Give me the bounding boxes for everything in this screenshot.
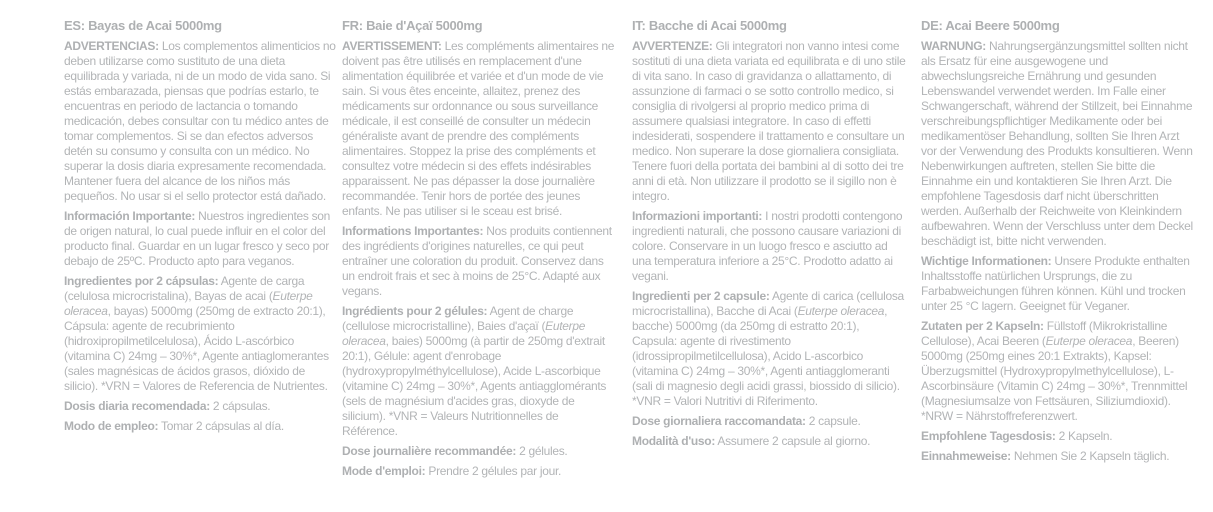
paragraph-label: AVVERTENZE:	[632, 39, 713, 53]
label-paragraph	[64, 209, 338, 269]
paragraph-label: AVERTISSEMENT:	[342, 39, 442, 53]
label-paragraph	[632, 39, 906, 204]
label-paragraph	[342, 464, 616, 479]
label-paragraph	[64, 274, 338, 394]
paragraph-text: Gli integratori non vanno intesi come sostituti di una dieta variata ed equilibrata e di uno stile di vita sano. In caso di gravidanza o allattamento, di assunzione di farmaci o se sotto controllo medico, si consiglia di rivolgersi al proprio medico prima di assumere qualsiasi integratore. In caso di effetti indesiderati, sospendere il trattamento e consultare un medico. Non superare la dose giornaliera consigliata. Tenere fuori della portata dei bambini al di sotto dei tre anni di età. Non utilizzare il prodotto se il sigillo non è integro.	[632, 39, 906, 203]
paragraph-text: Agent de charge (cellulose microcristalline), Baies d'açaï (	[342, 304, 574, 333]
paragraph-text: Agente di carica (cellulosa microcristallina), Bacche di Acai (	[632, 289, 904, 318]
label-paragraph	[632, 289, 906, 409]
paragraph-label: ADVERTENCIAS:	[64, 39, 159, 53]
paragraph-text: I nostri prodotti contengono ingredienti naturali, che possono causare variazioni di colore. Conservare in un luogo fresco e asciutto ad una temperatura inferiore a 25°C. Prodotto adatto ai vegani.	[632, 209, 903, 283]
paragraph-text: Agente de carga (celulosa microcristalina), Bayas de acai (	[64, 274, 305, 303]
label-paragraph	[342, 304, 616, 439]
label-column-es	[64, 18, 338, 439]
paragraph-text: , baies) 5000mg (à partir de 250mg d'extrait 20:1), Gélule: agent d'enrobage (hydroxypropylméthylcellulose), Acide L-ascorbique (vitamine C) 24mg – 30%*, Agents antiagglomérants (sels de magnésium d'acides gras, dioxyde de silicium). *VNR = Valeurs Nutritionnelles de Référence.	[342, 334, 607, 438]
column-paragraphs-es	[64, 39, 338, 434]
paragraph-label: WARNUNG:	[921, 39, 986, 53]
paragraph-text: 2 cápsulas.	[209, 399, 271, 413]
paragraph-label: Dosis diaria recomendada:	[64, 399, 210, 413]
paragraph-text: Nos produits contiennent des ingrédients d'origines naturelles, ce qui peut entraîner une coloration du produit. Conservez dans un endroit frais et sec à moins de 25°C. Adapté aux vegans.	[342, 224, 612, 298]
column-paragraphs-fr	[342, 39, 616, 479]
column-title-fr: FR: Baie d'Açaï 5000mg	[342, 18, 483, 33]
latin-species-name: Euterpe oleracea	[1045, 334, 1133, 348]
paragraph-text: Los complementos alimenticios no deben utilizarse como sustituto de una dieta equilibrada y variada, ni de un modo de vida sano. Si estás embarazada, piensas que podrías estarlo, te encuentras en periodo de lactancia o tomando medicación, debes consultar con tu médico antes de tomar complementos. Si se dan efectos adversos detén su consumo y consulta con un médico. No superar la dosis diaria expresamente recomendada. Mantener fuera del alcance de los niños más pequeños. No usar si el sello protector está dañado.	[64, 39, 336, 203]
label-paragraph	[64, 39, 338, 204]
paragraph-text: Assumere 2 capsule al giorno.	[715, 434, 871, 448]
label-column-fr	[342, 18, 616, 484]
label-paragraph	[342, 224, 616, 299]
paragraph-text: 2 gélules.	[516, 444, 568, 458]
label-paragraph	[921, 254, 1195, 314]
paragraph-text: 2 capsule.	[805, 414, 861, 428]
paragraph-label: Información Importante:	[64, 209, 196, 223]
paragraph-text: 2 Kapseln.	[1055, 429, 1113, 443]
label-paragraph	[342, 39, 616, 219]
label-column-de	[921, 18, 1195, 469]
label-paragraph	[64, 419, 338, 434]
paragraph-label: Ingredientes por 2 cápsulas:	[64, 274, 219, 288]
label-paragraph	[64, 399, 338, 414]
column-title-es: ES: Bayas de Acai 5000mg	[64, 18, 222, 33]
paragraph-text: Unsere Produkte enthalten Inhaltsstoffe natürlichen Ursprungs, die zu Farbabweichungen führen können. Kühl und trocken unter 25 °C lagern. Geeignet für Veganer.	[921, 254, 1190, 313]
column-title-it: IT: Bacche di Acai 5000mg	[632, 18, 787, 33]
label-column-it	[632, 18, 906, 454]
paragraph-label: Modo de empleo:	[64, 419, 159, 433]
label-paragraph	[921, 429, 1195, 444]
column-paragraphs-it	[632, 39, 906, 449]
paragraph-text: Tomar 2 cápsulas al día.	[158, 419, 284, 433]
column-title-de: DE: Acai Beere 5000mg	[921, 18, 1060, 33]
paragraph-label: Zutaten per 2 Kapseln:	[921, 319, 1044, 333]
paragraph-label: Dose journalière recommandée:	[342, 444, 517, 458]
label-paragraph	[342, 444, 616, 459]
label-paragraph	[921, 449, 1195, 464]
paragraph-text: Füllstoff (Mikrokristalline Cellulose), Acai Beeren (	[921, 319, 1168, 348]
label-paragraph	[921, 39, 1195, 249]
label-paragraph	[632, 414, 906, 429]
latin-species-name: Euterpe oleracea	[797, 304, 885, 318]
paragraph-text: , bacche) 5000mg (da 250mg di estratto 20:1), Capsula: agente di rivestimento (idrossipropilmetilcellulosa), Acido L-ascorbico (vitamina C) 24mg – 30%*, Agenti antiagglomeranti (sali di magnesio degli acidi grassi, biossido di silicio). *VNR = Valori Nutritivi di Riferimento.	[632, 304, 900, 408]
paragraph-text: Prendre 2 gélules par jour.	[425, 464, 562, 478]
paragraph-label: Einnahmeweise:	[921, 449, 1011, 463]
label-paragraph	[921, 319, 1195, 424]
paragraph-text: Les compléments alimentaires ne doivent pas être utilisés en remplacement d'une alimentation équilibrée et variée et d'un mode de vie sain. Si vous êtes enceinte, allaitez, prenez des médicaments sur ordonnance ou sous surveillance médicale, il est conseillé de consulter un médecin généraliste avant de prendre des compléments alimentaires. Stoppez la prise des compléments et consultez votre médecin si des effets indésirables apparaissent. Ne pas dépasser la dose journalière recommandée. Tenir hors de portée des jeunes enfants. Ne pas utiliser si le sceau est brisé.	[342, 39, 615, 218]
paragraph-text: , Beeren) 5000mg (250mg eines 20:1 Extrakts), Kapsel: Überzugsmittel (Hydroxypropylmethylcellulose), L-Ascorbinsäure (Vitamin C) 24mg – 30%*, Trennmittel (Magnesiumsalze von Fettsäuren, Siliziumdioxid). *NRW = Nährstoffreferenzwert.	[921, 334, 1188, 423]
paragraph-text: Nahrungsergänzungsmittel sollten nicht als Ersatz für eine ausgewogene und abwechslungsreiche Ernährung und gesunden Lebenswandel verwendet werden. Im Falle einer Schwangerschaft, während der Stillzeit, bei Einnahme verschreibungspflichtiger Medikamente oder bei medikamentöser Behandlung, sollten Sie Ihren Arzt vor der Verwendung des Produkts konsultieren. Wenn Nebenwirkungen auftreten, stellen Sie bitte die Einnahme ein und kontaktieren Sie Ihren Arzt. Die empfohlene Tagesdosis darf nicht überschritten werden. Außerhalb der Reichweite von Kleinkindern aufbewahren. Wenn der Verschluss unter dem Deckel beschädigt ist, bitte nicht verwenden.	[921, 39, 1193, 248]
paragraph-label: Empfohlene Tagesdosis:	[921, 429, 1056, 443]
paragraph-label: Wichtige Informationen:	[921, 254, 1052, 268]
paragraph-text: , bayas) 5000mg (250mg de extracto 20:1), Cápsula: agente de recubrimiento (hidroxipropilmetilcelulosa), Ácido L-ascórbico (vitamina C) 24mg – 30%*, Agente antiaglomerantes (sales magnésicas de ácidos grasos, dióxido de silicio). *VRN = Valores de Referencia de Nutrientes.	[64, 304, 329, 393]
paragraph-label: Mode d'emploi:	[342, 464, 426, 478]
label-paragraph	[632, 434, 906, 449]
latin-species-name: Euterpe oleracea	[342, 319, 586, 348]
paragraph-label: Ingredienti per 2 capsule:	[632, 289, 770, 303]
paragraph-label: Informations Importantes:	[342, 224, 484, 238]
paragraph-label: Dose giornaliera raccomandata:	[632, 414, 806, 428]
paragraph-text: Nehmen Sie 2 Kapseln täglich.	[1010, 449, 1170, 463]
label-paragraph	[632, 209, 906, 284]
paragraph-text: Nuestros ingredientes son de origen natural, lo cual puede influir en el color del producto final. Guardar en un lugar fresco y seco por debajo de 25ºC. Producto apto para veganos.	[64, 209, 331, 268]
paragraph-label: Ingrédients pour 2 gélules:	[342, 304, 488, 318]
column-paragraphs-de	[921, 39, 1195, 464]
latin-species-name: Euterpe oleracea	[64, 289, 313, 318]
paragraph-label: Modalità d'uso:	[632, 434, 716, 448]
paragraph-label: Informazioni importanti:	[632, 209, 763, 223]
